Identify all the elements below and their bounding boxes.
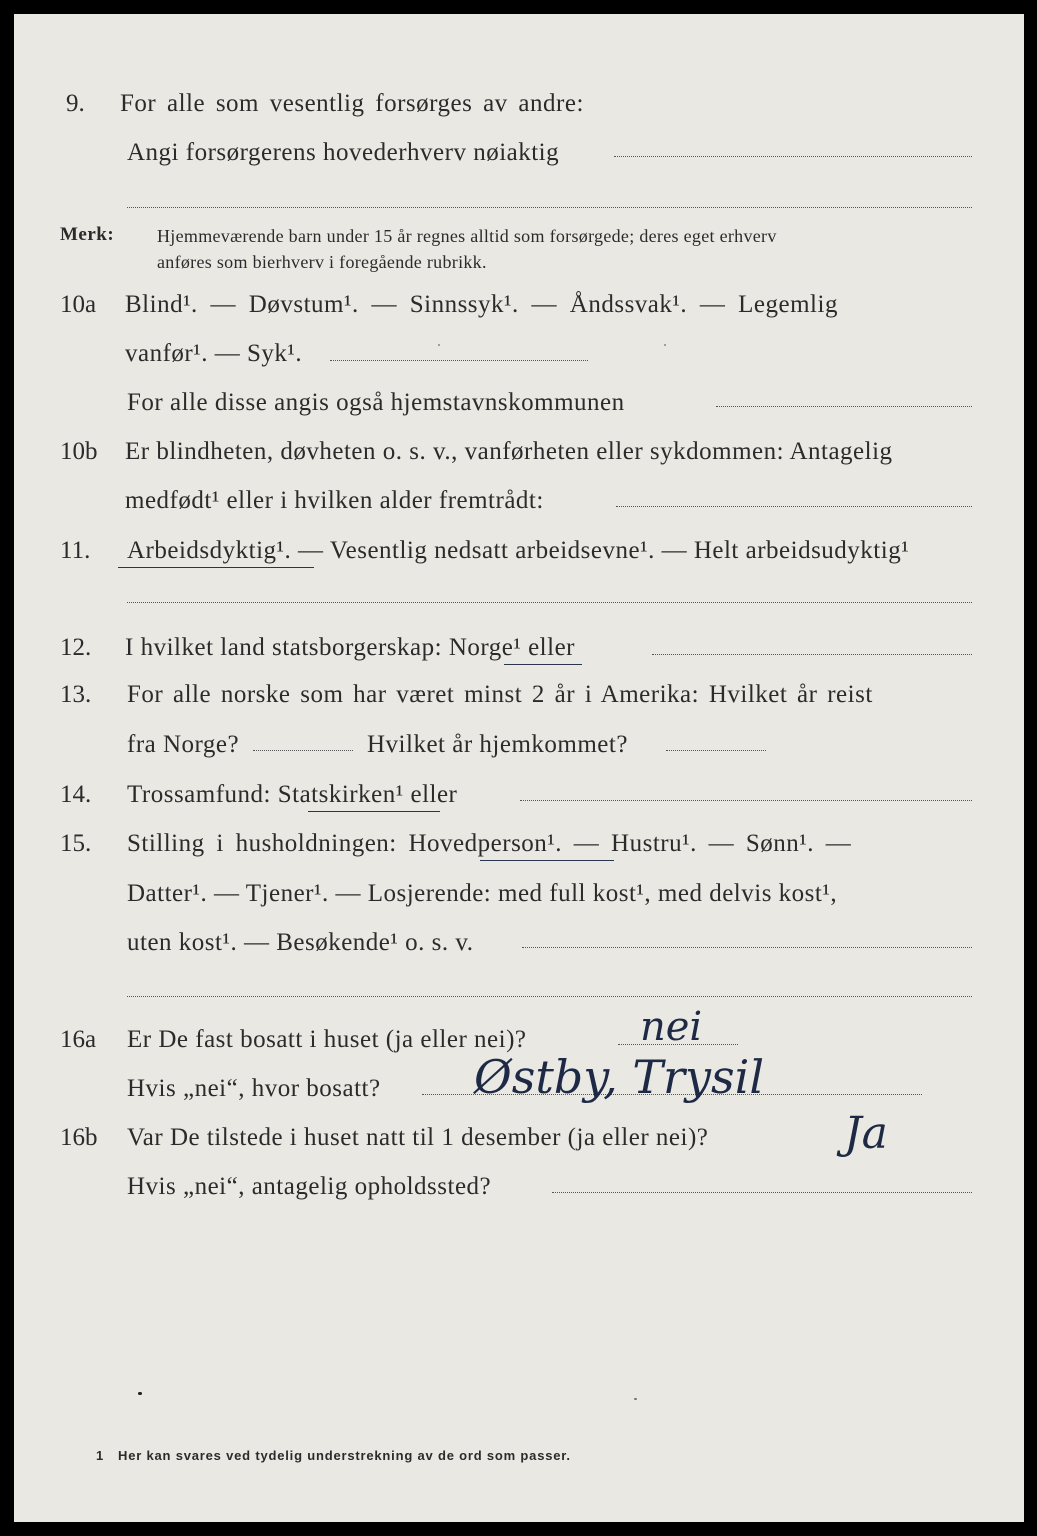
q10b-answer-line xyxy=(616,506,972,507)
footnote-mark: 1 xyxy=(96,1448,105,1463)
q9-answer-line xyxy=(614,156,972,157)
q10a-line2: vanfør¹. — Syk¹. xyxy=(125,340,303,367)
q15-answer-line xyxy=(522,947,972,948)
ink-speck xyxy=(138,1392,142,1395)
q9-answer-line-2 xyxy=(127,207,972,208)
q12-handwritten-underline xyxy=(504,664,582,665)
q11-number: 11. xyxy=(60,537,91,564)
q13-hjemkommet-answer-line xyxy=(666,750,766,751)
merk-line1: Hjemmeværende barn under 15 år regnes alltid som forsørgede; deres eget erhverv xyxy=(157,226,777,246)
q13-line2b: Hvilket år hjemkommet? xyxy=(367,731,628,758)
q11-handwritten-underline xyxy=(118,567,314,568)
q15-number: 15. xyxy=(60,830,92,857)
q14-line1: Trossamfund: Statskirken¹ eller xyxy=(127,781,458,808)
q15-line3: uten kost¹. — Besøkende¹ o. s. v. xyxy=(127,929,474,956)
q16b-line2: Hvis „nei“, antagelig opholdssted? xyxy=(127,1173,492,1200)
q16a-line1: Er De fast bosatt i huset (ja eller nei)? xyxy=(127,1026,527,1053)
q13-line1: For alle norske som har været minst 2 år i Amerika: Hvilket år reist xyxy=(127,681,873,708)
ink-speck xyxy=(634,1398,637,1400)
q13-line2a: fra Norge? xyxy=(127,731,240,758)
q13-reist-answer-line xyxy=(253,750,353,751)
q13-number: 13. xyxy=(60,681,92,708)
q10a-syk-answer-line xyxy=(330,360,588,361)
q10a-line3: For alle disse angis også hjemstavnskommunen xyxy=(127,389,625,416)
q9-number: 9. xyxy=(66,90,85,117)
q10b-line1: Er blindheten, døvheten o. s. v., vanførheten eller sykdommen: Antagelig xyxy=(125,438,893,465)
q10b-number: 10b xyxy=(60,438,98,465)
q11-answer-line xyxy=(127,602,972,603)
q12-line1: I hvilket land statsborgerskap: Norge¹ eller xyxy=(125,634,575,661)
q11-line1: Arbeidsdyktig¹. — Vesentlig nedsatt arbeidsevne¹. — Helt arbeidsudyktig¹ xyxy=(127,537,910,564)
merk-line2: anføres som bierhverv i foregående rubrikk. xyxy=(157,252,487,272)
q9-line2: Angi forsørgerens hovederhverv nøiaktig xyxy=(127,139,560,166)
q16b-line1: Var De tilstede i huset natt til 1 desember (ja eller nei)? xyxy=(127,1124,709,1151)
q14-answer-line xyxy=(520,800,972,801)
q16b-answer2-line xyxy=(552,1192,972,1193)
q10a-number: 10a xyxy=(60,291,97,318)
q16a-handwritten-answer2: Østby, Trysil xyxy=(474,1050,765,1104)
q12-number: 12. xyxy=(60,634,92,661)
ink-speck xyxy=(664,344,666,346)
q15-handwritten-underline xyxy=(480,860,614,861)
q10b-line2: medfødt¹ eller i hvilken alder fremtrådt: xyxy=(125,487,544,514)
q15-answer-line-2 xyxy=(127,996,972,997)
merk-label: Merk: xyxy=(60,224,115,245)
q16a-handwritten-answer1: nei xyxy=(640,1004,703,1050)
q12-answer-line xyxy=(652,654,972,655)
ink-speck xyxy=(438,344,440,346)
q16b-handwritten-answer1: Ja xyxy=(844,1108,888,1159)
census-form-page xyxy=(14,14,1024,1522)
q15-line1: Stilling i husholdningen: Hovedperson¹. — Hustru¹. — Sønn¹. — xyxy=(127,830,852,857)
q10a-hjemstavn-answer-line xyxy=(716,406,972,407)
q16b-number: 16b xyxy=(60,1124,98,1151)
q14-handwritten-underline xyxy=(308,811,440,812)
q16a-line2: Hvis „nei“, hvor bosatt? xyxy=(127,1075,381,1102)
q16a-number: 16a xyxy=(60,1026,97,1053)
q14-number: 14. xyxy=(60,781,92,808)
q15-line2: Datter¹. — Tjener¹. — Losjerende: med full kost¹, med delvis kost¹, xyxy=(127,880,838,907)
q9-line1: For alle som vesentlig forsørges av andre: xyxy=(120,90,584,117)
footnote-text: Her kan svares ved tydelig understrekning av de ord som passer. xyxy=(118,1448,571,1463)
q10a-line1: Blind¹. — Døvstum¹. — Sinnssyk¹. — Åndssvak¹. — Legemlig xyxy=(125,291,838,318)
